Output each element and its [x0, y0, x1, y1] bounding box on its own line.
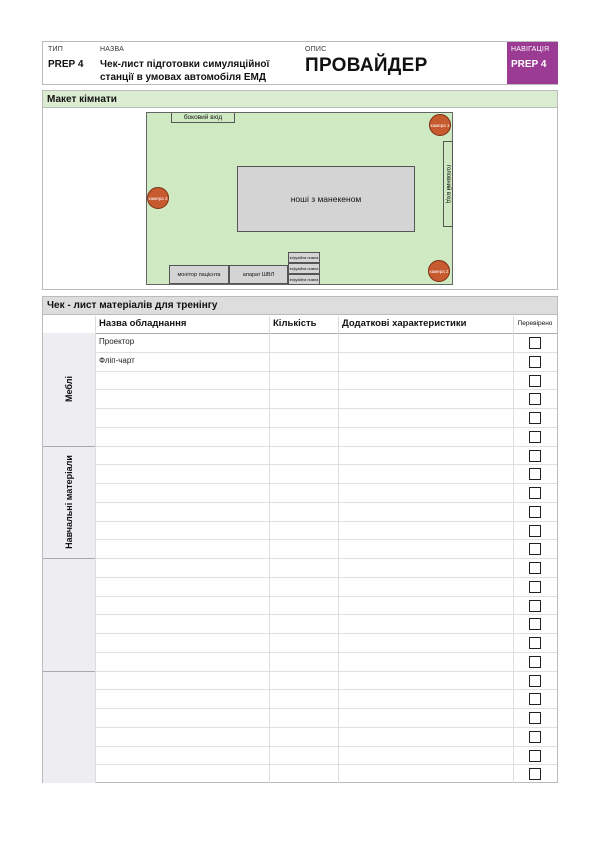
checked-checkbox[interactable]	[529, 750, 541, 762]
equipment-name-cell[interactable]: Фліп-чарт	[99, 355, 135, 365]
checklist-title: Чек - лист матеріалів для тренінгу	[43, 297, 557, 315]
checked-checkbox[interactable]	[529, 712, 541, 724]
checklist-section	[42, 296, 558, 783]
table-row	[95, 389, 557, 408]
table-row	[95, 539, 557, 558]
infusion-pump-1: інфузійна помпа	[288, 252, 320, 263]
checked-checkbox[interactable]	[529, 431, 541, 443]
desc-label: ОПИС	[305, 46, 327, 53]
equipment-name-cell[interactable]: Проектор	[99, 337, 135, 346]
main-entrance-label: головний вхід	[445, 164, 451, 204]
table-row	[95, 708, 557, 727]
checked-checkbox[interactable]	[529, 768, 541, 780]
checked-checkbox[interactable]	[529, 618, 541, 630]
type-value: PREP 4	[48, 59, 84, 70]
table-row	[95, 596, 557, 615]
column-divider	[269, 316, 270, 783]
checked-checkbox[interactable]	[529, 637, 541, 649]
group-1	[43, 333, 95, 446]
checked-checkbox[interactable]	[529, 731, 541, 743]
role-title: ПРОВАЙДЕР	[305, 55, 428, 76]
checked-checkbox[interactable]	[529, 525, 541, 537]
checked-checkbox[interactable]	[529, 356, 541, 368]
table-row	[95, 483, 557, 502]
nav-label: НАВІГАЦІЯ	[511, 46, 550, 53]
stretcher-with-manikin: ноші з манекеном	[237, 166, 415, 232]
table-row	[95, 652, 557, 671]
col-header-extra: Додаткові характеристики	[342, 318, 467, 329]
table-row	[95, 689, 557, 708]
type-label: ТИП	[48, 46, 63, 53]
document-title: Чек-лист підготовки симуляційної станції в умовах автомобіля ЕМД	[100, 59, 270, 83]
checked-checkbox[interactable]	[529, 375, 541, 387]
group-4	[43, 671, 95, 784]
ventilator: апарат ШВЛ	[229, 265, 288, 284]
checked-checkbox[interactable]	[529, 656, 541, 668]
checked-checkbox[interactable]	[529, 600, 541, 612]
checked-checkbox[interactable]	[529, 468, 541, 480]
main-entrance	[443, 141, 453, 227]
column-divider	[513, 316, 514, 783]
checked-checkbox[interactable]	[529, 543, 541, 555]
group-2	[43, 446, 95, 559]
patient-monitor: монітор пацієнта	[169, 265, 229, 284]
camera-2: камера 2	[428, 260, 450, 282]
col-header-qty: Кількість	[273, 318, 317, 329]
column-divider	[95, 316, 96, 783]
navigation-badge[interactable]	[507, 42, 558, 84]
header-bar	[42, 41, 558, 85]
checked-checkbox[interactable]	[529, 506, 541, 518]
side-entrance: боковий вхід	[171, 113, 235, 123]
column-divider	[338, 316, 339, 783]
table-row	[95, 746, 557, 765]
checked-checkbox[interactable]	[529, 450, 541, 462]
infusion-pump-3: інфузійна помпа	[288, 274, 320, 285]
checked-checkbox[interactable]	[529, 412, 541, 424]
table-row	[95, 352, 557, 371]
checked-checkbox[interactable]	[529, 393, 541, 405]
nav-value: PREP 4	[511, 59, 547, 70]
group-label: Навчальні матеріали	[64, 454, 74, 549]
name-label: НАЗВА	[100, 46, 124, 53]
table-row	[95, 408, 557, 427]
table-row	[95, 633, 557, 652]
table-row	[95, 577, 557, 596]
camera-3: камера 3	[147, 187, 169, 209]
table-row	[95, 521, 557, 540]
checked-checkbox[interactable]	[529, 487, 541, 499]
table-row	[95, 371, 557, 390]
col-header-name: Назва обладнання	[99, 318, 187, 329]
col-header-checked: Перевірено	[517, 320, 553, 327]
checked-checkbox[interactable]	[529, 562, 541, 574]
checked-checkbox[interactable]	[529, 693, 541, 705]
checked-checkbox[interactable]	[529, 337, 541, 349]
table-row	[95, 764, 557, 783]
table-row	[95, 333, 557, 352]
room-layout-section	[42, 90, 558, 290]
group-label: Меблі	[64, 376, 74, 403]
checked-checkbox[interactable]	[529, 581, 541, 593]
room-layout-title: Макет кімнати	[43, 91, 557, 108]
room-plan	[146, 112, 453, 285]
table-row	[95, 502, 557, 521]
group-3	[43, 558, 95, 671]
table-row	[95, 614, 557, 633]
table-row	[95, 558, 557, 577]
table-row	[95, 671, 557, 690]
camera-1: камера 1	[429, 114, 451, 136]
infusion-pump-2: інфузійна помпа	[288, 263, 320, 274]
table-row	[95, 727, 557, 746]
checked-checkbox[interactable]	[529, 675, 541, 687]
table-row	[95, 446, 557, 465]
table-row	[95, 427, 557, 446]
table-row	[95, 464, 557, 483]
